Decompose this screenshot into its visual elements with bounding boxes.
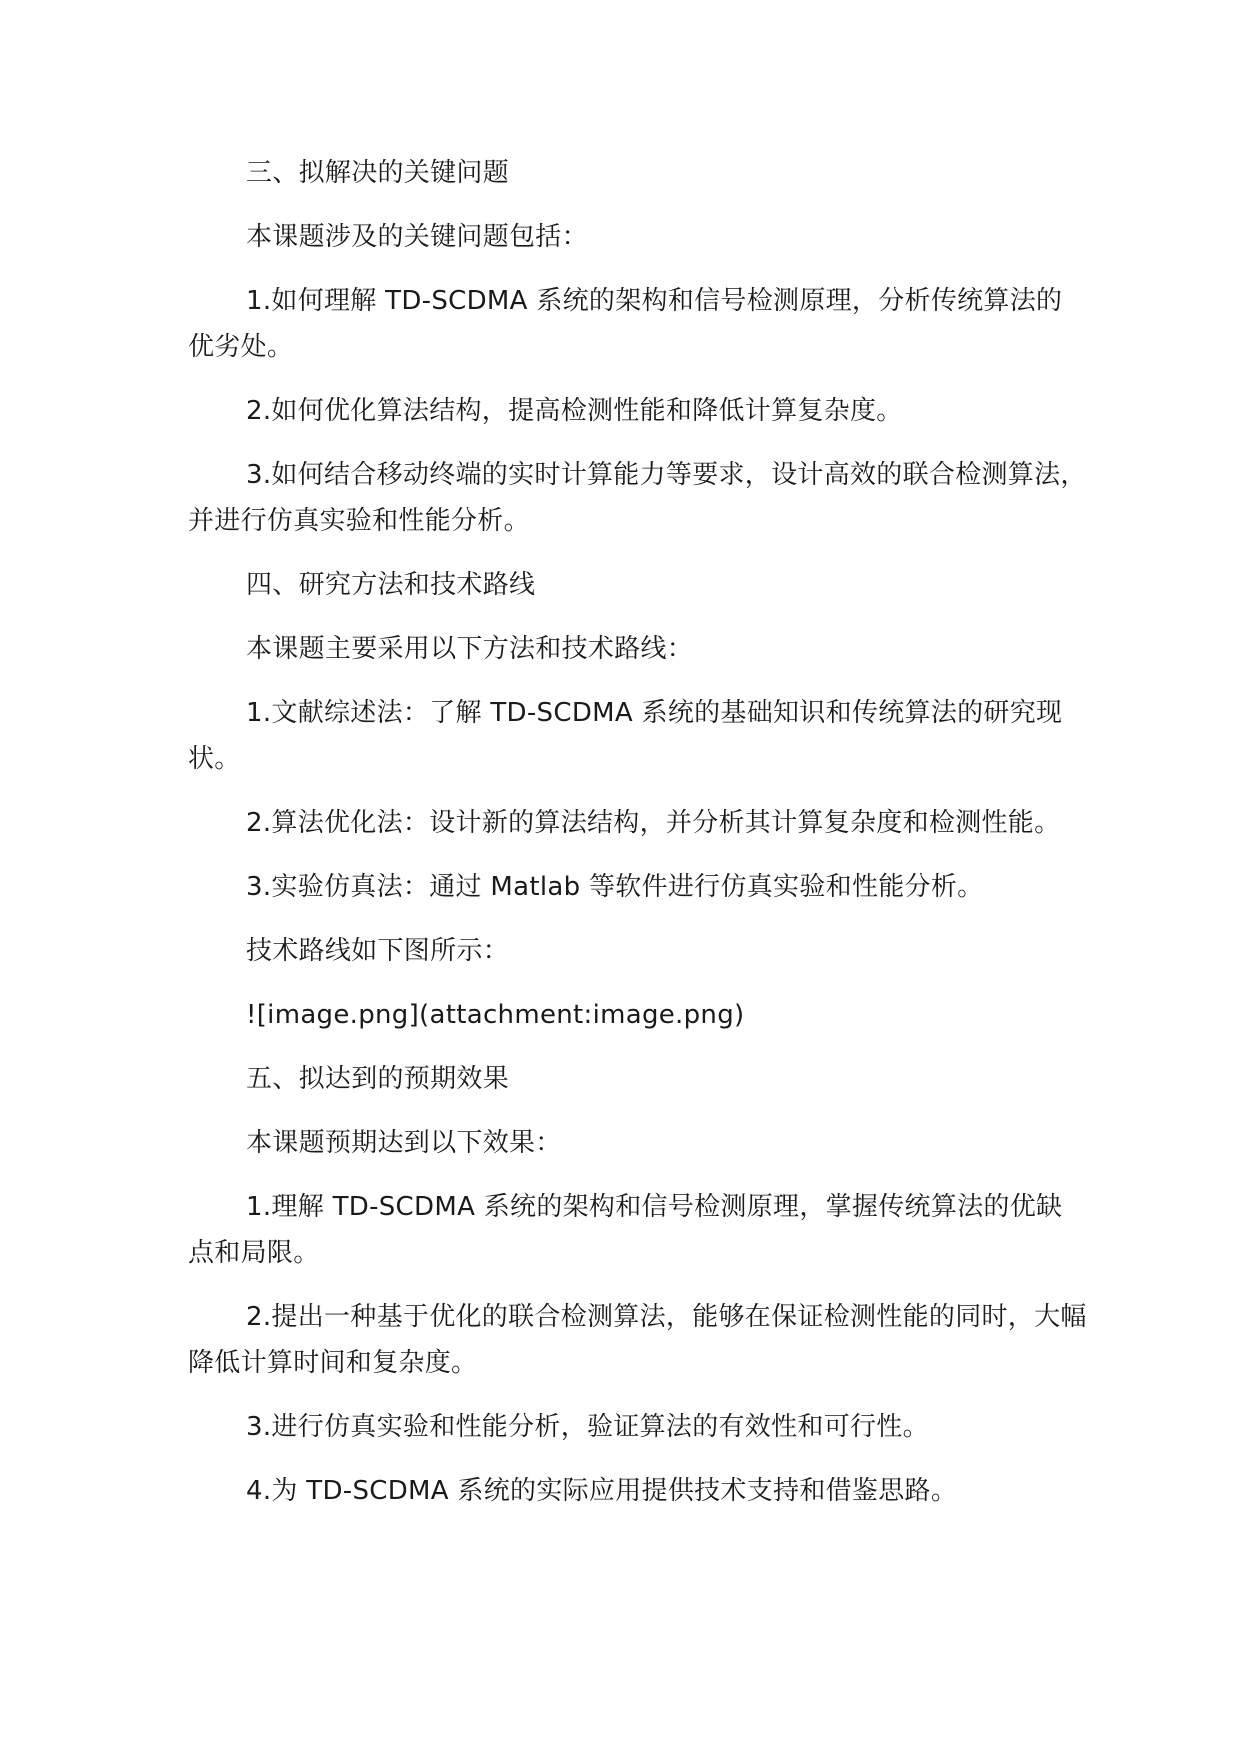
section-5-intro: 本课题预期达到以下效果：: [246, 1128, 562, 1158]
section-5-item-2: 2.提出一种基于优化的联合检测算法，能够在保证检测性能的同时，大幅降低计算时间和复杂度。: [188, 1302, 1087, 1378]
section-4-intro: 本课题主要采用以下方法和技术路线：: [246, 634, 694, 664]
section-3-item-1: 1.如何理解 TD-SCDMA 系统的架构和信号检测原理，分析传统算法的优劣处。: [188, 286, 1063, 362]
section-3-heading: 三、拟解决的关键问题: [246, 158, 510, 188]
section-3-item-2: 2.如何优化算法结构，提高检测性能和降低计算复杂度。: [246, 396, 903, 426]
section-4-route-label: 技术路线如下图所示：: [246, 936, 510, 966]
section-5-heading: 五、拟达到的预期效果: [246, 1064, 510, 1094]
section-5-item-3: 3.进行仿真实验和性能分析，验证算法的有效性和可行性。: [246, 1412, 929, 1442]
section-3-item-3: 3.如何结合移动终端的实时计算能力等要求，设计高效的联合检测算法，并进行仿真实验和性能分析。: [188, 460, 1087, 536]
section-4-image-reference: ![image.png](attachment:image.png): [246, 1000, 745, 1030]
section-4-item-2: 2.算法优化法：设计新的算法结构，并分析其计算复杂度和检测性能。: [246, 808, 1061, 838]
section-3-intro: 本课题涉及的关键问题包括：: [246, 222, 588, 252]
section-4-item-3: 3.实验仿真法：通过 Matlab 等软件进行仿真实验和性能分析。: [246, 872, 984, 902]
section-4-item-1: 1.文献综述法：了解 TD-SCDMA 系统的基础知识和传统算法的研究现状。: [188, 698, 1063, 774]
section-4-heading: 四、研究方法和技术路线: [246, 570, 536, 600]
section-5-item-4: 4.为 TD-SCDMA 系统的实际应用提供技术支持和借鉴思路。: [246, 1476, 958, 1506]
section-5-item-1: 1.理解 TD-SCDMA 系统的架构和信号检测原理，掌握传统算法的优缺点和局限。: [188, 1192, 1063, 1268]
document-body: [188, 150, 1088, 1532]
